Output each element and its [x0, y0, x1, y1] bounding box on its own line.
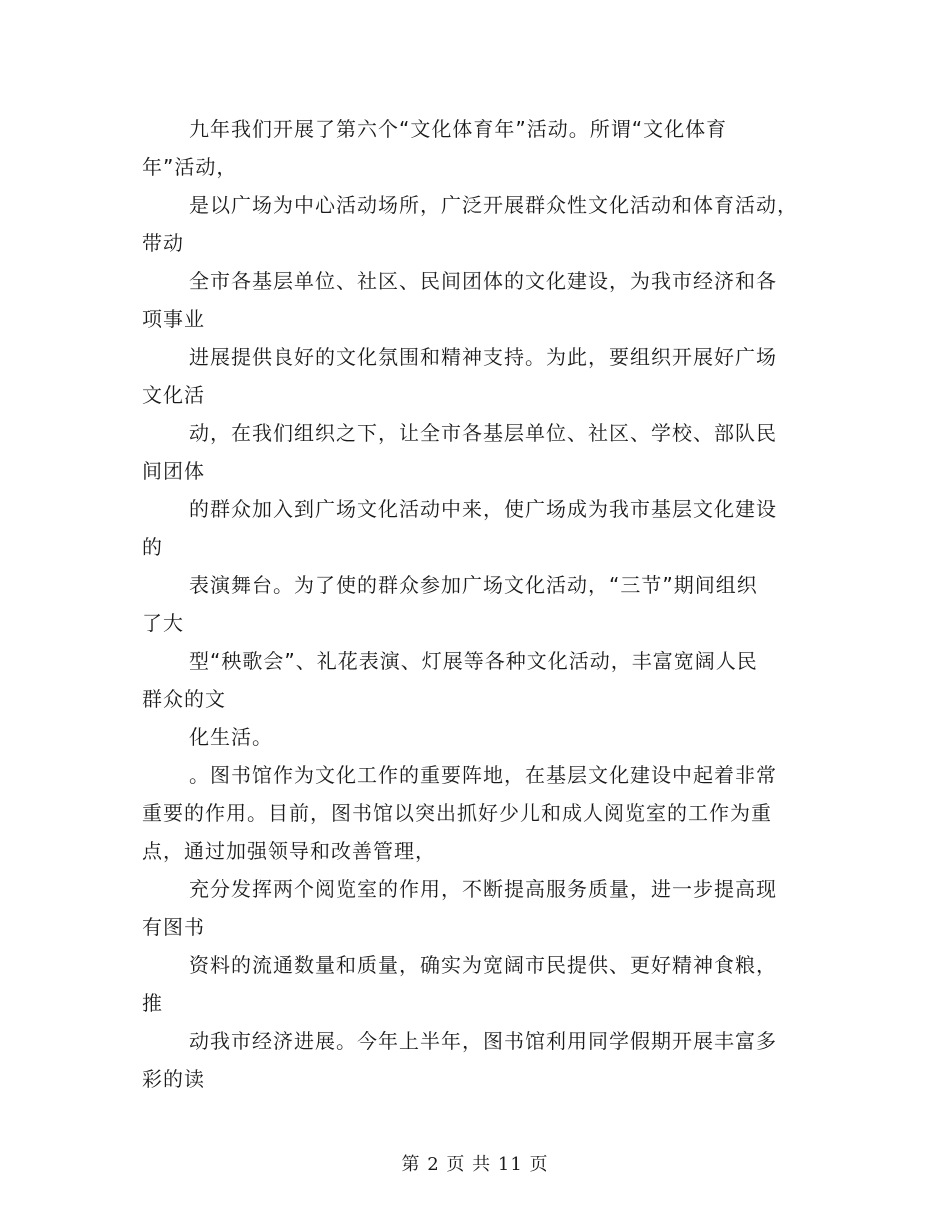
text-line: 九年我们开展了第六个“文化体育年”活动。所谓“文化体育 [189, 117, 728, 141]
text-line: 全市各基层单位、社区、民间团体的文化建设，为我市经济和各 [189, 269, 777, 293]
text-line: 间团体 [142, 459, 205, 483]
text-line: 的群众加入到广场文化活动中来，使广场成为我市基层文化建设 [189, 497, 777, 521]
page-footer [0, 1150, 950, 1176]
text-line: 。图书馆作为文化工作的重要阵地，在基层文化建设中起着非常 [189, 763, 777, 787]
text-line: 文化活 [142, 383, 205, 407]
text-line: 点，通过加强领导和改善管理， [142, 839, 436, 863]
text-line: 群众的文 [142, 687, 226, 711]
footer-suffix: 页 [529, 1154, 549, 1175]
body-text [142, 110, 812, 1098]
text-line: 动，在我们组织之下，让全市各基层单位、社区、学校、部队民 [189, 421, 777, 445]
text-line: 的 [142, 535, 163, 559]
text-line: 进展提供良好的文化氛围和精神支持。为此，要组织开展好广场 [189, 345, 777, 369]
text-line: 表演舞台。为了使的群众参加广场文化活动，“三节”期间组织 [189, 573, 758, 597]
footer-current-page: 2 [427, 1154, 440, 1175]
text-line: 化生活。 [189, 725, 273, 749]
footer-middle: 页 共 [446, 1154, 492, 1175]
text-line: 项事业 [142, 307, 205, 331]
footer-total-pages: 11 [497, 1154, 523, 1175]
footer-prefix: 第 [401, 1154, 421, 1175]
text-line: 资料的流通数量和质量，确实为宽阔市民提供、更好精神食粮， [189, 953, 777, 977]
text-line: 带动 [142, 231, 184, 255]
text-line: 型“秧歌会”、礼花表演、灯展等各种文化活动，丰富宽阔人民 [189, 649, 758, 673]
text-line: 重要的作用。目前，图书馆以突出抓好少儿和成人阅览室的工作为重 [142, 801, 772, 825]
text-line: 充分发挥两个阅览室的作用，不断提高服务质量，进一步提高现 [189, 877, 777, 901]
text-line: 动我市经济进展。今年上半年，图书馆利用同学假期开展丰富多 [189, 1029, 777, 1053]
text-line: 有图书 [142, 915, 205, 939]
text-line: 了大 [142, 611, 184, 635]
text-line: 年”活动， [142, 155, 238, 179]
text-line: 是以广场为中心活动场所，广泛开展群众性文化活动和体育活动， [189, 193, 798, 217]
text-line: 彩的读 [142, 1067, 205, 1091]
text-line: 推 [142, 991, 163, 1015]
